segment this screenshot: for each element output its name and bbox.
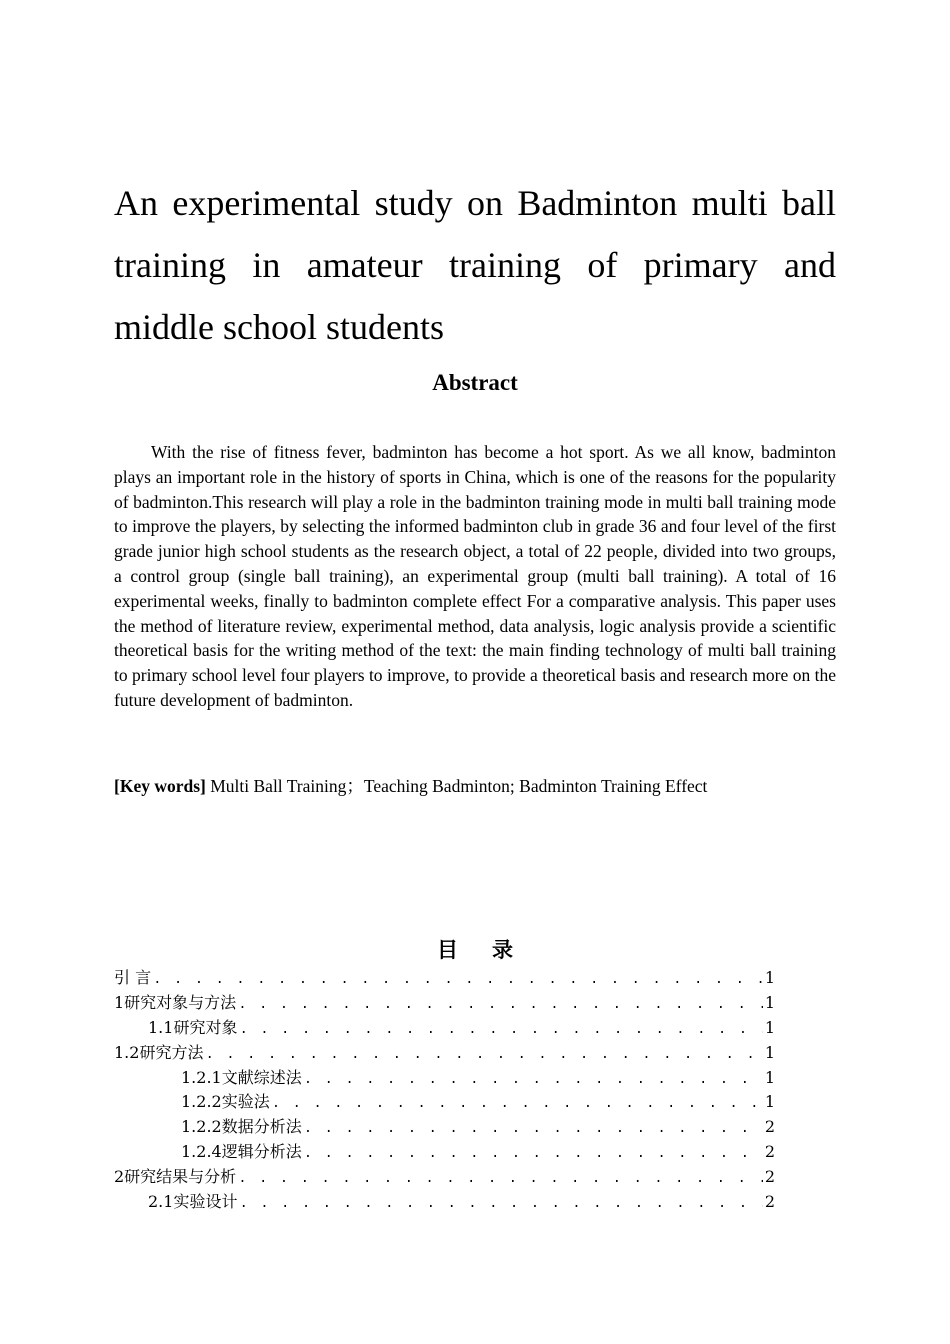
toc-entry-label: 1.2研究方法 (114, 1042, 204, 1062)
toc-entry-label: 1研究对象与方法 (114, 992, 237, 1012)
toc-entry-page: 1 (764, 1017, 775, 1037)
toc-entry[interactable] (114, 1041, 775, 1066)
toc-entry[interactable] (114, 1140, 775, 1165)
toc-heading (114, 935, 836, 965)
keywords (114, 774, 836, 799)
toc-entry-page: 1 (764, 992, 775, 1012)
toc-entry-label: 1.1研究对象 (148, 1017, 238, 1037)
toc-entry[interactable] (114, 991, 775, 1016)
toc-leader-dots (238, 993, 763, 1018)
toc-leader-dots (239, 1018, 762, 1043)
abstract-body: With the rise of fitness fever, badminton has become a hot sport. As we all know, badminton plays an important role in the history of sports in China, which is one of the reasons for the popularity of badminton.This research will play a role in the badminton training mode in multi ball training mode to improve the players, by selecting the informed badminton club in grade 36 and four level of the first grade junior high school students as the research object, a total of 22 people, divided into two groups, a control group (single ball training), an experimental group (multi ball training). A total of 16 experimental weeks, finally to badminton complete effect For a comparative analysis. This paper uses the method of literature review, experimental method, data analysis, logic analysis provide a scientific theoretical basis for the writing method of the text: the main finding technology of multi ball training to primary school level four players to improve, to provide a theoretical basis and research more on the future development of badminton. (114, 442, 836, 710)
toc-entry-page: 2 (764, 1117, 775, 1137)
toc-entry-label: 1.2.2实验法 (181, 1092, 270, 1112)
toc-entry-label: 1.2.1文献综述法 (181, 1067, 302, 1087)
toc-entry-page: 2 (764, 1192, 775, 1212)
toc-entry[interactable] (114, 1190, 775, 1215)
keywords-text: Multi Ball Training；Teaching Badminton; Badminton Training Effect (205, 776, 708, 796)
toc-entry[interactable] (114, 1016, 775, 1041)
toc-heading-left: 目 (437, 938, 458, 962)
paper-title: An experimental study on Badminton multi ball training in amateur training of primary and middle school students (114, 183, 836, 347)
toc-leader-dots (153, 968, 763, 993)
toc-leader-dots (304, 1142, 763, 1167)
toc-entry-page: 2 (764, 1142, 775, 1162)
toc-entry-label: 1.2.2数据分析法 (181, 1117, 302, 1137)
toc-entry[interactable] (114, 1090, 775, 1115)
toc-entry[interactable] (114, 1165, 775, 1190)
toc-entry-label: 1.2.4逻辑分析法 (181, 1142, 302, 1162)
toc-leader-dots (304, 1117, 763, 1142)
toc-entry[interactable] (114, 1066, 775, 1091)
toc-entry-label: 引 言 (114, 968, 152, 987)
toc-leader-dots (239, 1192, 762, 1217)
toc-heading-right: 录 (492, 938, 513, 962)
toc-entry[interactable] (114, 1115, 775, 1140)
toc-entry-label: 2研究结果与分析 (114, 1167, 237, 1187)
toc-leader-dots (304, 1068, 763, 1093)
toc-leader-dots (272, 1092, 763, 1117)
toc-entry-page: 1 (764, 1042, 775, 1062)
toc-entry-page: 2 (764, 1167, 775, 1187)
keywords-label: [Key words] (114, 776, 206, 796)
toc-leader-dots (238, 1167, 763, 1192)
toc-entry-page: 1 (764, 1067, 775, 1087)
toc-leader-dots (205, 1043, 762, 1068)
toc-entry-page: 1 (764, 1092, 775, 1112)
toc-entry[interactable] (114, 966, 775, 991)
toc-entry-label: 2.1实验设计 (148, 1192, 238, 1212)
table-of-contents (114, 966, 775, 1215)
toc-entry-page: 1 (764, 968, 775, 987)
abstract-heading: Abstract (432, 370, 518, 395)
